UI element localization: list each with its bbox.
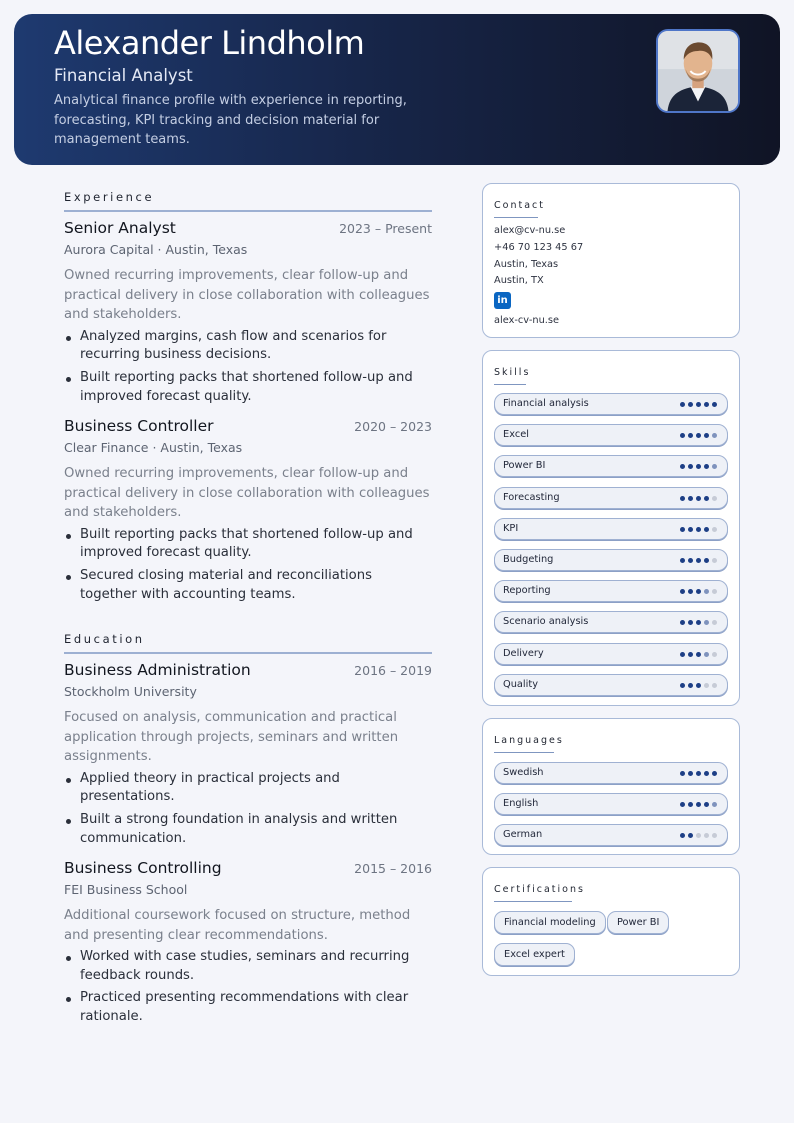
job-dates: 2020 – 2023 <box>354 419 432 434</box>
languages-card <box>482 718 740 855</box>
profile-summary: Analytical finance profile with experience in reporting, forecasting, KPI tracking and decision material for management teams. <box>54 93 407 148</box>
contact-phone[interactable]: +46 70 123 45 67 <box>494 242 584 253</box>
job-company: Aurora Capital · Austin, Texas <box>64 242 248 257</box>
rating-dot <box>680 771 685 776</box>
rating-dots <box>680 802 717 807</box>
rating-dot <box>712 402 717 407</box>
rating-dot <box>712 652 717 657</box>
job-title: Business Controller <box>64 417 214 435</box>
rating-dot <box>704 527 709 532</box>
rating-dot <box>696 833 701 838</box>
rating-dot <box>696 527 701 532</box>
rating-dot <box>712 802 717 807</box>
rating-dot <box>712 464 717 469</box>
skills-item <box>494 518 728 540</box>
rating-dot <box>688 683 693 688</box>
rating-dot <box>712 771 717 776</box>
certification-badge: Power BI <box>607 911 669 934</box>
contact-card <box>482 183 740 338</box>
skills-item-label: Power BI <box>503 460 546 472</box>
skills-item-label: Quality <box>503 678 539 690</box>
certification-badge: Excel expert <box>494 943 575 966</box>
rating-dots <box>680 620 717 625</box>
rating-dots <box>680 464 717 469</box>
skills-item-label: Financial analysis <box>503 398 589 409</box>
skills-item <box>494 424 728 446</box>
rating-dot <box>704 558 709 563</box>
rating-dots <box>680 402 717 407</box>
languages-item <box>494 762 728 784</box>
certification-badge: Financial modeling <box>494 911 606 934</box>
job-title: Senior Analyst <box>64 219 176 237</box>
rating-dot <box>704 802 709 807</box>
degree-bullets <box>64 770 432 848</box>
rating-dots <box>680 558 717 563</box>
certifications-divider <box>494 901 572 902</box>
rating-dot <box>680 833 685 838</box>
certifications-heading: Certifications <box>494 884 585 895</box>
rating-dot <box>688 833 693 838</box>
rating-dots <box>680 527 717 532</box>
rating-dot <box>696 589 701 594</box>
rating-dot <box>680 464 685 469</box>
rating-dot <box>688 496 693 501</box>
languages-item <box>494 824 728 846</box>
bullet-item: Worked with case studies, seminars and recurring feedback rounds. <box>64 948 432 985</box>
rating-dot <box>680 433 685 438</box>
bullet-item: Analyzed margins, cash flow and scenarios for recurring business decisions. <box>64 328 432 365</box>
rating-dots <box>680 496 717 501</box>
rating-dot <box>680 527 685 532</box>
skills-item <box>494 674 728 696</box>
languages-item <box>494 793 728 815</box>
bullet-item: Built reporting packs that shortened follow-up and improved forecast quality. <box>64 526 432 563</box>
contact-website[interactable]: alex-cv-nu.se <box>494 315 560 326</box>
school-name: Stockholm University <box>64 684 197 699</box>
skills-item-label: Budgeting <box>503 554 554 565</box>
rating-dot <box>704 433 709 438</box>
rating-dot <box>696 683 701 688</box>
rating-dot <box>712 558 717 563</box>
rating-dot <box>688 620 693 625</box>
degree-dates: 2015 – 2016 <box>354 861 432 876</box>
languages-item-label: German <box>503 829 543 840</box>
bullet-item: Practiced presenting recommendations with clear rationale. <box>64 989 432 1026</box>
rating-dot <box>696 802 701 807</box>
contact-email[interactable]: alex@cv-nu.se <box>494 225 566 236</box>
skills-card <box>482 350 740 706</box>
contact-city: Austin, TX <box>494 275 544 286</box>
rating-dot <box>704 652 709 657</box>
languages-heading: Languages <box>494 735 564 746</box>
rating-dot <box>688 464 693 469</box>
rating-dot <box>680 496 685 501</box>
degree-dates: 2016 – 2019 <box>354 663 432 678</box>
rating-dot <box>712 433 717 438</box>
rating-dot <box>704 402 709 407</box>
rating-dot <box>704 771 709 776</box>
rating-dots <box>680 833 717 838</box>
degree-title: Business Controlling <box>64 859 222 877</box>
skills-item <box>494 487 728 509</box>
languages-item-label: English <box>503 798 539 809</box>
rating-dots <box>680 771 717 776</box>
skills-item <box>494 549 728 571</box>
skills-item <box>494 643 728 665</box>
rating-dot <box>680 683 685 688</box>
rating-dot <box>704 589 709 594</box>
rating-dot <box>704 496 709 501</box>
rating-dot <box>712 527 717 532</box>
languages-divider <box>494 752 554 753</box>
skills-item <box>494 455 728 477</box>
degree-title: Business Administration <box>64 661 251 679</box>
rating-dot <box>680 620 685 625</box>
degree-description: Focused on analysis, communication and practical application through projects, seminars and written assignments. <box>64 710 399 765</box>
skills-item <box>494 580 728 602</box>
job-bullets <box>64 328 432 406</box>
degree-description: Additional coursework focused on structure, method and presenting clear recommendations. <box>64 908 411 943</box>
rating-dot <box>704 464 709 469</box>
skills-item-label: KPI <box>503 522 519 534</box>
job-company: Clear Finance · Austin, Texas <box>64 440 243 455</box>
degree-bullets <box>64 948 432 1026</box>
candidate-title: Financial Analyst <box>54 66 193 85</box>
rating-dot <box>688 771 693 776</box>
contact-heading: Contact <box>494 200 545 211</box>
profile-photo <box>656 29 740 113</box>
experience-entry <box>64 417 432 608</box>
rating-dot <box>704 620 709 625</box>
rating-dot <box>688 527 693 532</box>
rating-dot <box>688 802 693 807</box>
experience-heading: Experience <box>64 190 155 204</box>
contact-divider <box>494 217 538 218</box>
rating-dot <box>688 652 693 657</box>
education-heading: Education <box>64 632 145 646</box>
rating-dot <box>712 496 717 501</box>
profile-photo-image <box>658 31 738 111</box>
education-entry <box>64 859 432 1031</box>
rating-dot <box>712 589 717 594</box>
rating-dot <box>696 652 701 657</box>
experience-divider <box>64 210 432 212</box>
skills-item <box>494 393 728 415</box>
rating-dot <box>680 589 685 594</box>
rating-dot <box>704 833 709 838</box>
rating-dot <box>696 496 701 501</box>
skills-item-label: Reporting <box>503 585 551 597</box>
skills-heading: Skills <box>494 367 531 378</box>
certifications-card <box>482 867 740 976</box>
header-banner <box>14 14 780 165</box>
rating-dot <box>712 833 717 838</box>
rating-dots <box>680 589 717 594</box>
skills-divider <box>494 384 526 385</box>
skills-item-label: Forecasting <box>503 491 560 503</box>
skills-item-label: Excel <box>503 429 529 441</box>
rating-dot <box>680 558 685 563</box>
job-description: Owned recurring improvements, clear follow-up and practical delivery in close collaboration with colleagues and stakeholders. <box>64 268 430 323</box>
rating-dot <box>696 464 701 469</box>
job-dates: 2023 – Present <box>339 221 432 236</box>
rating-dot <box>696 433 701 438</box>
bullet-item: Secured closing material and reconciliations together with accounting teams. <box>64 567 432 604</box>
rating-dots <box>680 683 717 688</box>
skills-item-label: Delivery <box>503 647 544 659</box>
rating-dot <box>696 558 701 563</box>
rating-dot <box>704 683 709 688</box>
rating-dot <box>688 402 693 407</box>
candidate-name: Alexander Lindholm <box>54 24 365 62</box>
rating-dot <box>680 652 685 657</box>
experience-entry <box>64 219 432 410</box>
rating-dot <box>688 433 693 438</box>
rating-dot <box>688 558 693 563</box>
bullet-item: Built reporting packs that shortened follow-up and improved forecast quality. <box>64 369 432 406</box>
skills-item <box>494 611 728 633</box>
skills-item-label: Scenario analysis <box>503 616 589 628</box>
rating-dot <box>712 620 717 625</box>
contact-address: Austin, Texas <box>494 259 559 270</box>
rating-dot <box>680 402 685 407</box>
bullet-item: Applied theory in practical projects and presentations. <box>64 770 432 807</box>
rating-dot <box>696 620 701 625</box>
education-entry <box>64 661 432 852</box>
job-bullets <box>64 526 432 604</box>
rating-dot <box>680 802 685 807</box>
education-divider <box>64 652 432 654</box>
linkedin-icon[interactable]: in <box>494 292 511 309</box>
languages-item-label: Swedish <box>503 767 544 778</box>
rating-dot <box>696 402 701 407</box>
rating-dot <box>712 683 717 688</box>
bullet-item: Built a strong foundation in analysis and written communication. <box>64 811 432 848</box>
rating-dot <box>688 589 693 594</box>
rating-dots <box>680 433 717 438</box>
rating-dots <box>680 652 717 657</box>
job-description: Owned recurring improvements, clear follow-up and practical delivery in close collaboration with colleagues and stakeholders. <box>64 466 430 521</box>
school-name: FEI Business School <box>64 882 188 897</box>
rating-dot <box>696 771 701 776</box>
